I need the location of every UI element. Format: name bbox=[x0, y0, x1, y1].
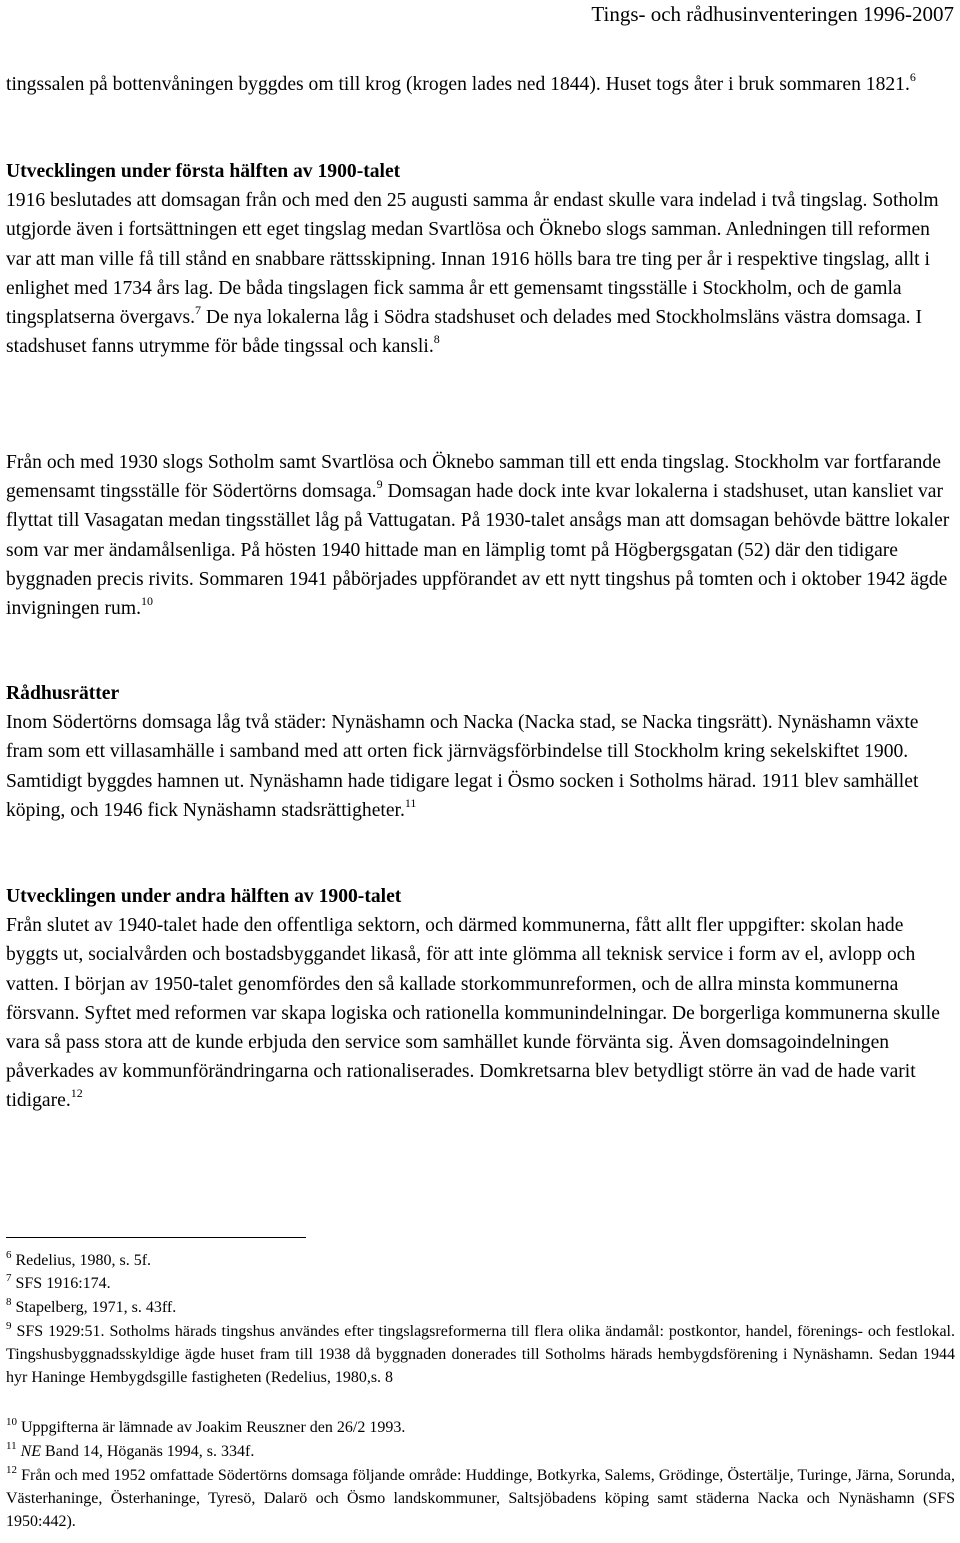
footnote-10 bbox=[6, 1417, 955, 1440]
section-1 bbox=[6, 157, 958, 361]
section-heading-first-half: Utvecklingen under första hälften av 1900-talet bbox=[6, 161, 401, 182]
footnote-number: 8 bbox=[6, 1296, 12, 1308]
footnote-8 bbox=[6, 1297, 955, 1320]
footnote-ref-12[interactable]: 12 bbox=[70, 1086, 83, 1101]
running-header: Tings- och rådhusinventeringen 1996-2007 bbox=[591, 2, 954, 26]
footnote-separator bbox=[6, 1237, 306, 1238]
footnote-number: 12 bbox=[6, 1464, 17, 1476]
footnote-number: 9 bbox=[6, 1320, 12, 1332]
footnote-7 bbox=[6, 1273, 955, 1296]
section-3 bbox=[6, 882, 958, 1116]
section-3-text: Från slutet av 1940-talet hade den offentliga sektorn, och därmed kommunerna, fått allt fler uppgifter: skolan hade byggts ut, socialvården och bostadsbyggandet likaså, för att inte glömma all teknisk service i form av el, avlopp och vatten. I början av 1950-talet genomfördes den så kallade storkommunreformen, och de allra minsta kommunerna försvann. Syftet med reformen var skapa logiska och rationella kommunindelningar. De borgerliga kommunerna skulle vara så pass stora att de kunde erbjuda den service som samhället kunde förvänta sig. Även domsagoindelningen påverkades av kommunförändringarna och rationaliserades. Domkretsarna blev betydligt större än vad de hade varit tidigare. bbox=[6, 915, 940, 1112]
footnote-12 bbox=[6, 1465, 955, 1533]
paragraph-text: Från och med 1930 slogs Sotholm samt Svartlösa och Öknebo samman till ett enda tingslag. Stockholm var fortfarande gemensamt tingsställe för Södertörns domsaga. bbox=[6, 452, 941, 503]
section-heading-second-half: Utvecklingen under andra hälften av 1900-talet bbox=[6, 886, 402, 907]
paragraph-text-cont: Domsagan hade dock inte kvar lokalerna i stadshuset, utan kansliet var flyttat till Vasagatan medan tingsstället låg på Vattugatan. På 1930-talet ansågs man att domsagan behövde bättre lokaler som var mer ändamålsenliga. På hösten 1940 hittade man en lämplig tomt på Högbergsgatan (52) där den tidigare byggnaden precis rivits. Sommaren 1941 påbörjades uppförandet av ett nytt tingshus på tomten och i oktober 1942 ägde invigningen rum. bbox=[6, 481, 950, 620]
footnote-number: 6 bbox=[6, 1249, 12, 1261]
footnote-source-italic: NE bbox=[20, 1443, 42, 1460]
section-1-paragraph-2 bbox=[6, 448, 958, 623]
footnote-9 bbox=[6, 1321, 955, 1389]
footnote-text: SFS 1916:174. bbox=[15, 1275, 111, 1292]
footnote-text: Redelius, 1980, s. 5f. bbox=[15, 1252, 152, 1269]
intro-paragraph bbox=[6, 70, 958, 99]
footnote-text: Uppgifterna är lämnade av Joakim Reuszner den 26/2 1993. bbox=[21, 1419, 406, 1436]
footnote-text: Från och med 1952 omfattade Södertörns domsaga följande område: Huddinge, Botkyrka, Salems, Grödinge, Östertälje, Turinge, Järna, Sorunda, Västerhaninge, Österhaninge, Tyresö, Dalarö och Ösmo landskommuner, Saltsjöbadens köping samt städerna Nacka och Nynäshamn (SFS 1950:442). bbox=[6, 1467, 955, 1530]
footnote-ref-8[interactable]: 8 bbox=[433, 332, 440, 347]
section-2-text: Inom Södertörns domsaga låg två städer: Nynäshamn och Nacka (Nacka stad, se Nacka tingsrätt). Nynäshamn växte fram som ett villasamhälle i samband med att orten fick järnvägsförbindelse till Stockholm kring sekelskiftet 1900. Samtidigt byggdes hamnen ut. Nynäshamn hade tidigare legat i Ösmo socken i Sotholms härad. 1911 blev samhället köping, och 1946 fick Nynäshamn stadsrättigheter. bbox=[6, 712, 919, 821]
section-2 bbox=[6, 679, 958, 825]
section-1-paragraph-1: 1916 beslutades att domsagan från och med den 25 augusti samma år endast skulle vara indelad i två tingslag. Sotholm utgjorde även i fortsättningen ett eget tingslag medan Svartlösa och Öknebo slogs samman. Anledningen till reformen var att man ville få till stånd en snabbare rättsskipning. Innan 1916 hölls bara tre ting per år i respektive tingslag, allt i enlighet med 1734 års lag. De båda tingslagen fick samma år ett gemensamt tingsställe i Stockholm, och de gamla tingsplatserna övergavs. bbox=[6, 190, 939, 329]
footnote-ref-7[interactable]: 7 bbox=[195, 303, 202, 318]
footnote-11 bbox=[6, 1441, 955, 1464]
footnote-number: 7 bbox=[6, 1272, 12, 1284]
footnote-ref-9[interactable]: 9 bbox=[376, 477, 383, 492]
section-1-paragraph-1-cont: De nya lokalerna låg i Södra stadshuset och delades med Stockholmsläns västra domsaga. I stadshuset fanns utrymme för både tingssal och kansli. bbox=[6, 307, 922, 358]
footnote-text: Stapelberg, 1971, s. 43ff. bbox=[15, 1299, 177, 1316]
section-heading-radhusratter: Rådhusrätter bbox=[6, 683, 120, 704]
footnote-ref-10[interactable]: 10 bbox=[140, 594, 153, 609]
footnote-number: 10 bbox=[6, 1416, 17, 1428]
footnote-ref-11[interactable]: 11 bbox=[404, 795, 417, 810]
footnote-text: Band 14, Höganäs 1994, s. 334f. bbox=[41, 1443, 255, 1460]
footnote-6 bbox=[6, 1250, 955, 1273]
footnote-text: SFS 1929:51. Sotholms härads tingshus användes efter tingslagsreformerna till flera olika ändamål: postkontor, handel, förenings- och festlokal. Tingshusbyggnadsskyldige ägde huset fram till 1938 då byggnaden donerades till Sotholms härads hembygdsförening i Nynäshamn. Sedan 1944 hyr Haninge Hembygdsgille fastigheten (Redelius, 1980,s. 8 bbox=[6, 1323, 955, 1386]
footnote-ref-6[interactable]: 6 bbox=[909, 70, 916, 84]
intro-text: tingssalen på bottenvåningen byggdes om till krog (krogen lades ned 1844). Huset togs åter i bruk sommaren 1821. bbox=[6, 74, 910, 95]
footnote-number: 11 bbox=[6, 1440, 17, 1452]
